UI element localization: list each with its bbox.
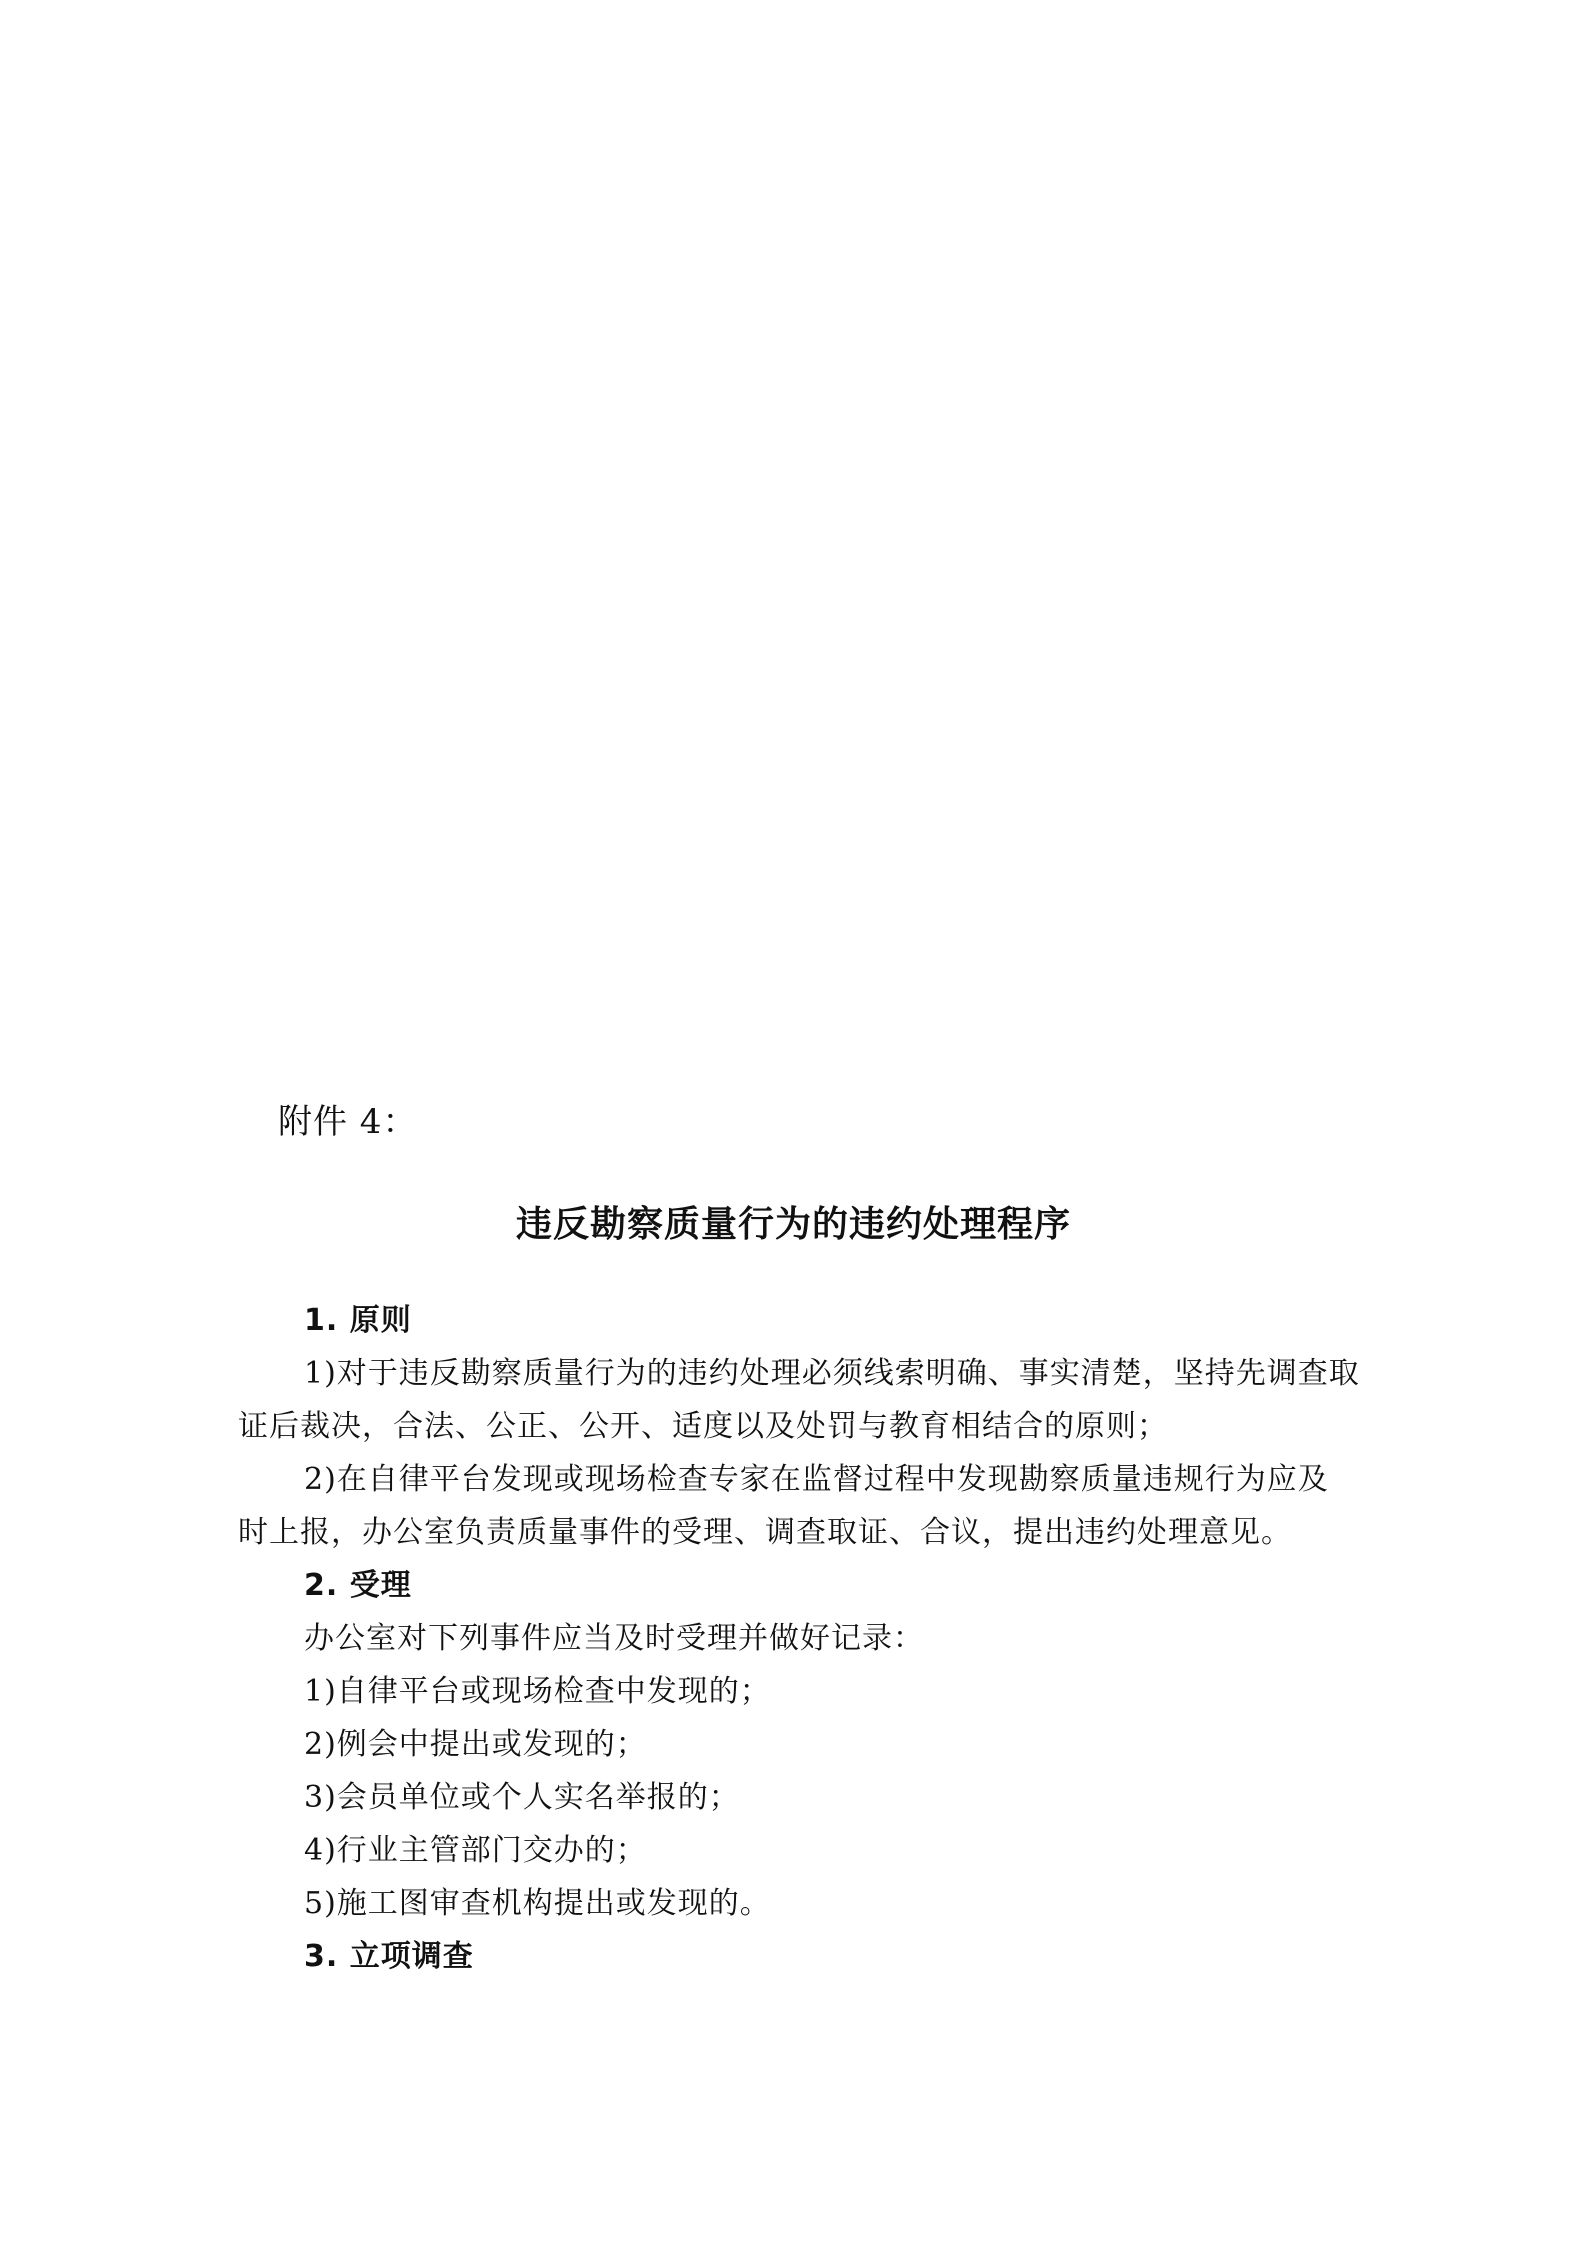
list-item: 2)例会中提出或发现的； xyxy=(304,1727,647,1762)
section-heading-investigation: 3. 立项调查 xyxy=(304,1939,474,1974)
list-item: 1)自律平台或现场检查中发现的； xyxy=(304,1674,771,1709)
paragraph-line: 2)在自律平台发现或现场检查专家在监督过程中发现勘察质量违规行为应及 xyxy=(304,1462,1329,1497)
paragraph-line: 证后裁决，合法、公正、公开、适度以及处罚与教育相结合的原则； xyxy=(238,1409,1168,1444)
attachment-label: 附件 4： xyxy=(278,1102,418,1142)
document-body xyxy=(238,1294,1388,1983)
section-heading-acceptance: 2. 受理 xyxy=(304,1568,412,1603)
paragraph-line: 1)对于违反勘察质量行为的违约处理必须线索明确、事实清楚，坚持先调查取 xyxy=(304,1356,1360,1391)
document-title: 违反勘察质量行为的违约处理程序 xyxy=(515,1203,1071,1245)
section-heading-principles: 1. 原则 xyxy=(304,1303,412,1338)
list-item: 4)行业主管部门交办的； xyxy=(304,1833,647,1868)
paragraph-line: 办公室对下列事件应当及时受理并做好记录： xyxy=(304,1621,924,1656)
list-item: 3)会员单位或个人实名举报的； xyxy=(304,1780,740,1815)
paragraph-line: 时上报，办公室负责质量事件的受理、调查取证、合议，提出违约处理意见。 xyxy=(238,1515,1292,1550)
list-item: 5)施工图审查机构提出或发现的。 xyxy=(304,1886,771,1921)
